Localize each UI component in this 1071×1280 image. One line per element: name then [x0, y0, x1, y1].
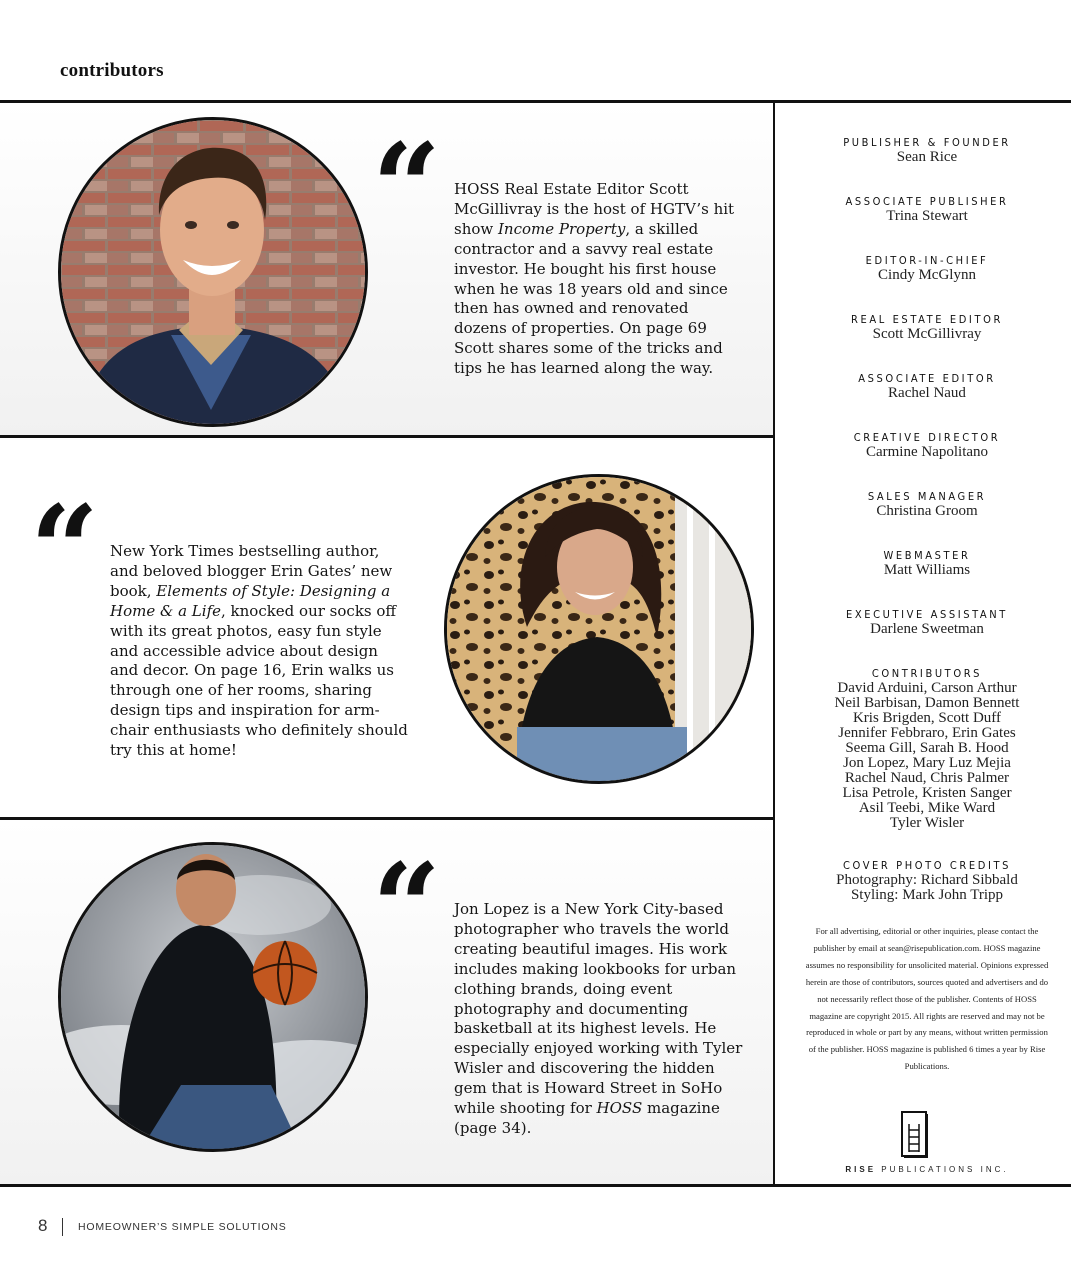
- bio-text: , a skilled contractor and a savvy real estate investor. He bought his first house when he was 18 years old and since then has owned and renovated dozens of properties. On page 69 Scott shares some of the tricks and tips he has learned along the way.: [454, 219, 728, 378]
- bio-title-italic: HOSS: [596, 1099, 643, 1118]
- masthead-role: REAL ESTATE EDITOR: [851, 313, 1003, 326]
- masthead-role: EXECUTIVE ASSISTANT: [846, 608, 1008, 621]
- portrait-scott-mcgillivray: [58, 117, 368, 427]
- footer-divider: [62, 1218, 63, 1236]
- bio-title-italic: Income Property: [498, 219, 626, 238]
- masthead-role: ASSOCIATE PUBLISHER: [845, 195, 1009, 208]
- section-title: contributors: [60, 60, 164, 81]
- quote-mark-3: “: [372, 837, 442, 978]
- contributor-bio-3: [454, 900, 750, 1139]
- contributor-bio-1: [454, 180, 746, 379]
- masthead-entry: [793, 136, 1061, 165]
- masthead: [793, 136, 1061, 931]
- publisher-logo-text: [793, 1165, 1061, 1174]
- page-number: 8: [38, 1216, 48, 1235]
- quote-mark-2: “: [30, 479, 100, 620]
- masthead-role: PUBLISHER & FOUNDER: [843, 136, 1011, 149]
- masthead-name: Neil Barbisan, Damon Bennett: [834, 695, 1020, 711]
- masthead-entry: [793, 431, 1061, 460]
- bio-text: Jon Lopez is a New York City-based photographer who travels the world creating beautiful images. His work includes making lookbooks for urban clothing brands, doing event photography and documenting basketball at its highest levels. He especially enjoyed working with Tyler Wisler and discovering the hidden gem that is Howard Street in SoHo while shooting for: [454, 900, 743, 1118]
- masthead-entry: [793, 254, 1061, 283]
- publisher-logo-bold: RISE: [845, 1165, 877, 1174]
- contributor-bio-2: [110, 542, 408, 761]
- masthead-name: Matt Williams: [883, 562, 971, 578]
- legal-notice: For all advertising, editorial or other inquiries, please contact the publisher by email at sean@risepublication.com. HOSS magazine assumes no responsibility for unsolicited material. Opinions expressed herein are those of contributors, sources quoted and advertisers and do not necessarily reflect those of the publisher. Contents of HOSS magazine are copyright 2015. All rights are reserved and may not be reproduced in whole or part by any means, without written permission of the publisher. HOSS magazine is published 6 times a year by Rise Publications.: [805, 926, 1049, 1072]
- publisher-logo-rest: PUBLICATIONS INC.: [876, 1165, 1009, 1174]
- masthead-role: CONTRIBUTORS: [871, 667, 983, 680]
- masthead-role: WEBMASTER: [883, 549, 971, 562]
- masthead-entry: [793, 859, 1061, 903]
- masthead-role: CREATIVE DIRECTOR: [853, 431, 1001, 444]
- masthead-name: Asil Teebi, Mike Ward: [858, 800, 996, 816]
- masthead-entry: [793, 608, 1061, 637]
- masthead-name: Scott McGillivray: [872, 326, 982, 342]
- bio-title-italic: Elements of Style: Designing a Home & a Life: [110, 581, 391, 620]
- quote-mark-1: “: [372, 117, 442, 258]
- masthead-entry: [793, 195, 1061, 224]
- rise-logo-icon: [900, 1110, 934, 1166]
- bio-text: , knocked our socks off with its great photos, easy fun style and accessible advice about design and decor. On page 16, Erin walks us through one of her rooms, sharing design tips and inspiration for arm-chair enthusiasts who definitely should try this at home!: [110, 601, 408, 760]
- masthead-name: Styling: Mark John Tripp: [850, 887, 1004, 903]
- masthead-name: Rachel Naud: [888, 385, 966, 401]
- masthead-name: Christina Groom: [876, 503, 978, 519]
- bio-text: HOSS Real Estate Editor Scott McGillivray is the host of HGTV’s hit show: [454, 180, 735, 238]
- bottom-rule: [0, 1184, 1071, 1187]
- masthead-name: Tyler Wisler: [889, 815, 965, 831]
- masthead-name: Cindy McGlynn: [878, 267, 976, 283]
- masthead-role: EDITOR-IN-CHIEF: [865, 254, 989, 267]
- bio-text: magazine (page 34).: [454, 1099, 720, 1137]
- bio-text: New York Times bestselling author, and beloved blogger Erin Gates’ new book,: [110, 542, 393, 600]
- portrait-jon-lopez: [58, 842, 368, 1152]
- masthead-name: Seema Gill, Sarah B. Hood: [845, 740, 1009, 756]
- masthead-role: COVER PHOTO CREDITS: [842, 859, 1012, 872]
- masthead-entry: [793, 372, 1061, 401]
- masthead-name: Jennifer Febbraro, Erin Gates: [838, 725, 1016, 741]
- masthead-name: Jon Lopez, Mary Luz Mejia: [843, 755, 1011, 771]
- masthead-name: Sean Rice: [896, 149, 958, 165]
- masthead-name: Trina Stewart: [886, 208, 968, 224]
- masthead-role: ASSOCIATE EDITOR: [858, 372, 996, 385]
- masthead-name: Kris Brigden, Scott Duff: [852, 710, 1002, 726]
- masthead-entry: [793, 490, 1061, 519]
- masthead-role: SALES MANAGER: [867, 490, 987, 503]
- masthead-name: Lisa Petrole, Kristen Sanger: [842, 785, 1012, 801]
- masthead-name: Photography: Richard Sibbald: [836, 872, 1018, 888]
- masthead-entry: [793, 667, 1061, 831]
- masthead-entry: [793, 549, 1061, 578]
- masthead-name: Rachel Naud, Chris Palmer: [844, 770, 1010, 786]
- magazine-name: HOMEOWNER’S SIMPLE SOLUTIONS: [78, 1221, 287, 1233]
- masthead-name: Darlene Sweetman: [870, 621, 984, 637]
- masthead-entry: [793, 313, 1061, 342]
- masthead-name: David Arduini, Carson Arthur: [837, 680, 1017, 696]
- masthead-name: Carmine Napolitano: [865, 444, 989, 460]
- portrait-erin-gates: [444, 474, 754, 784]
